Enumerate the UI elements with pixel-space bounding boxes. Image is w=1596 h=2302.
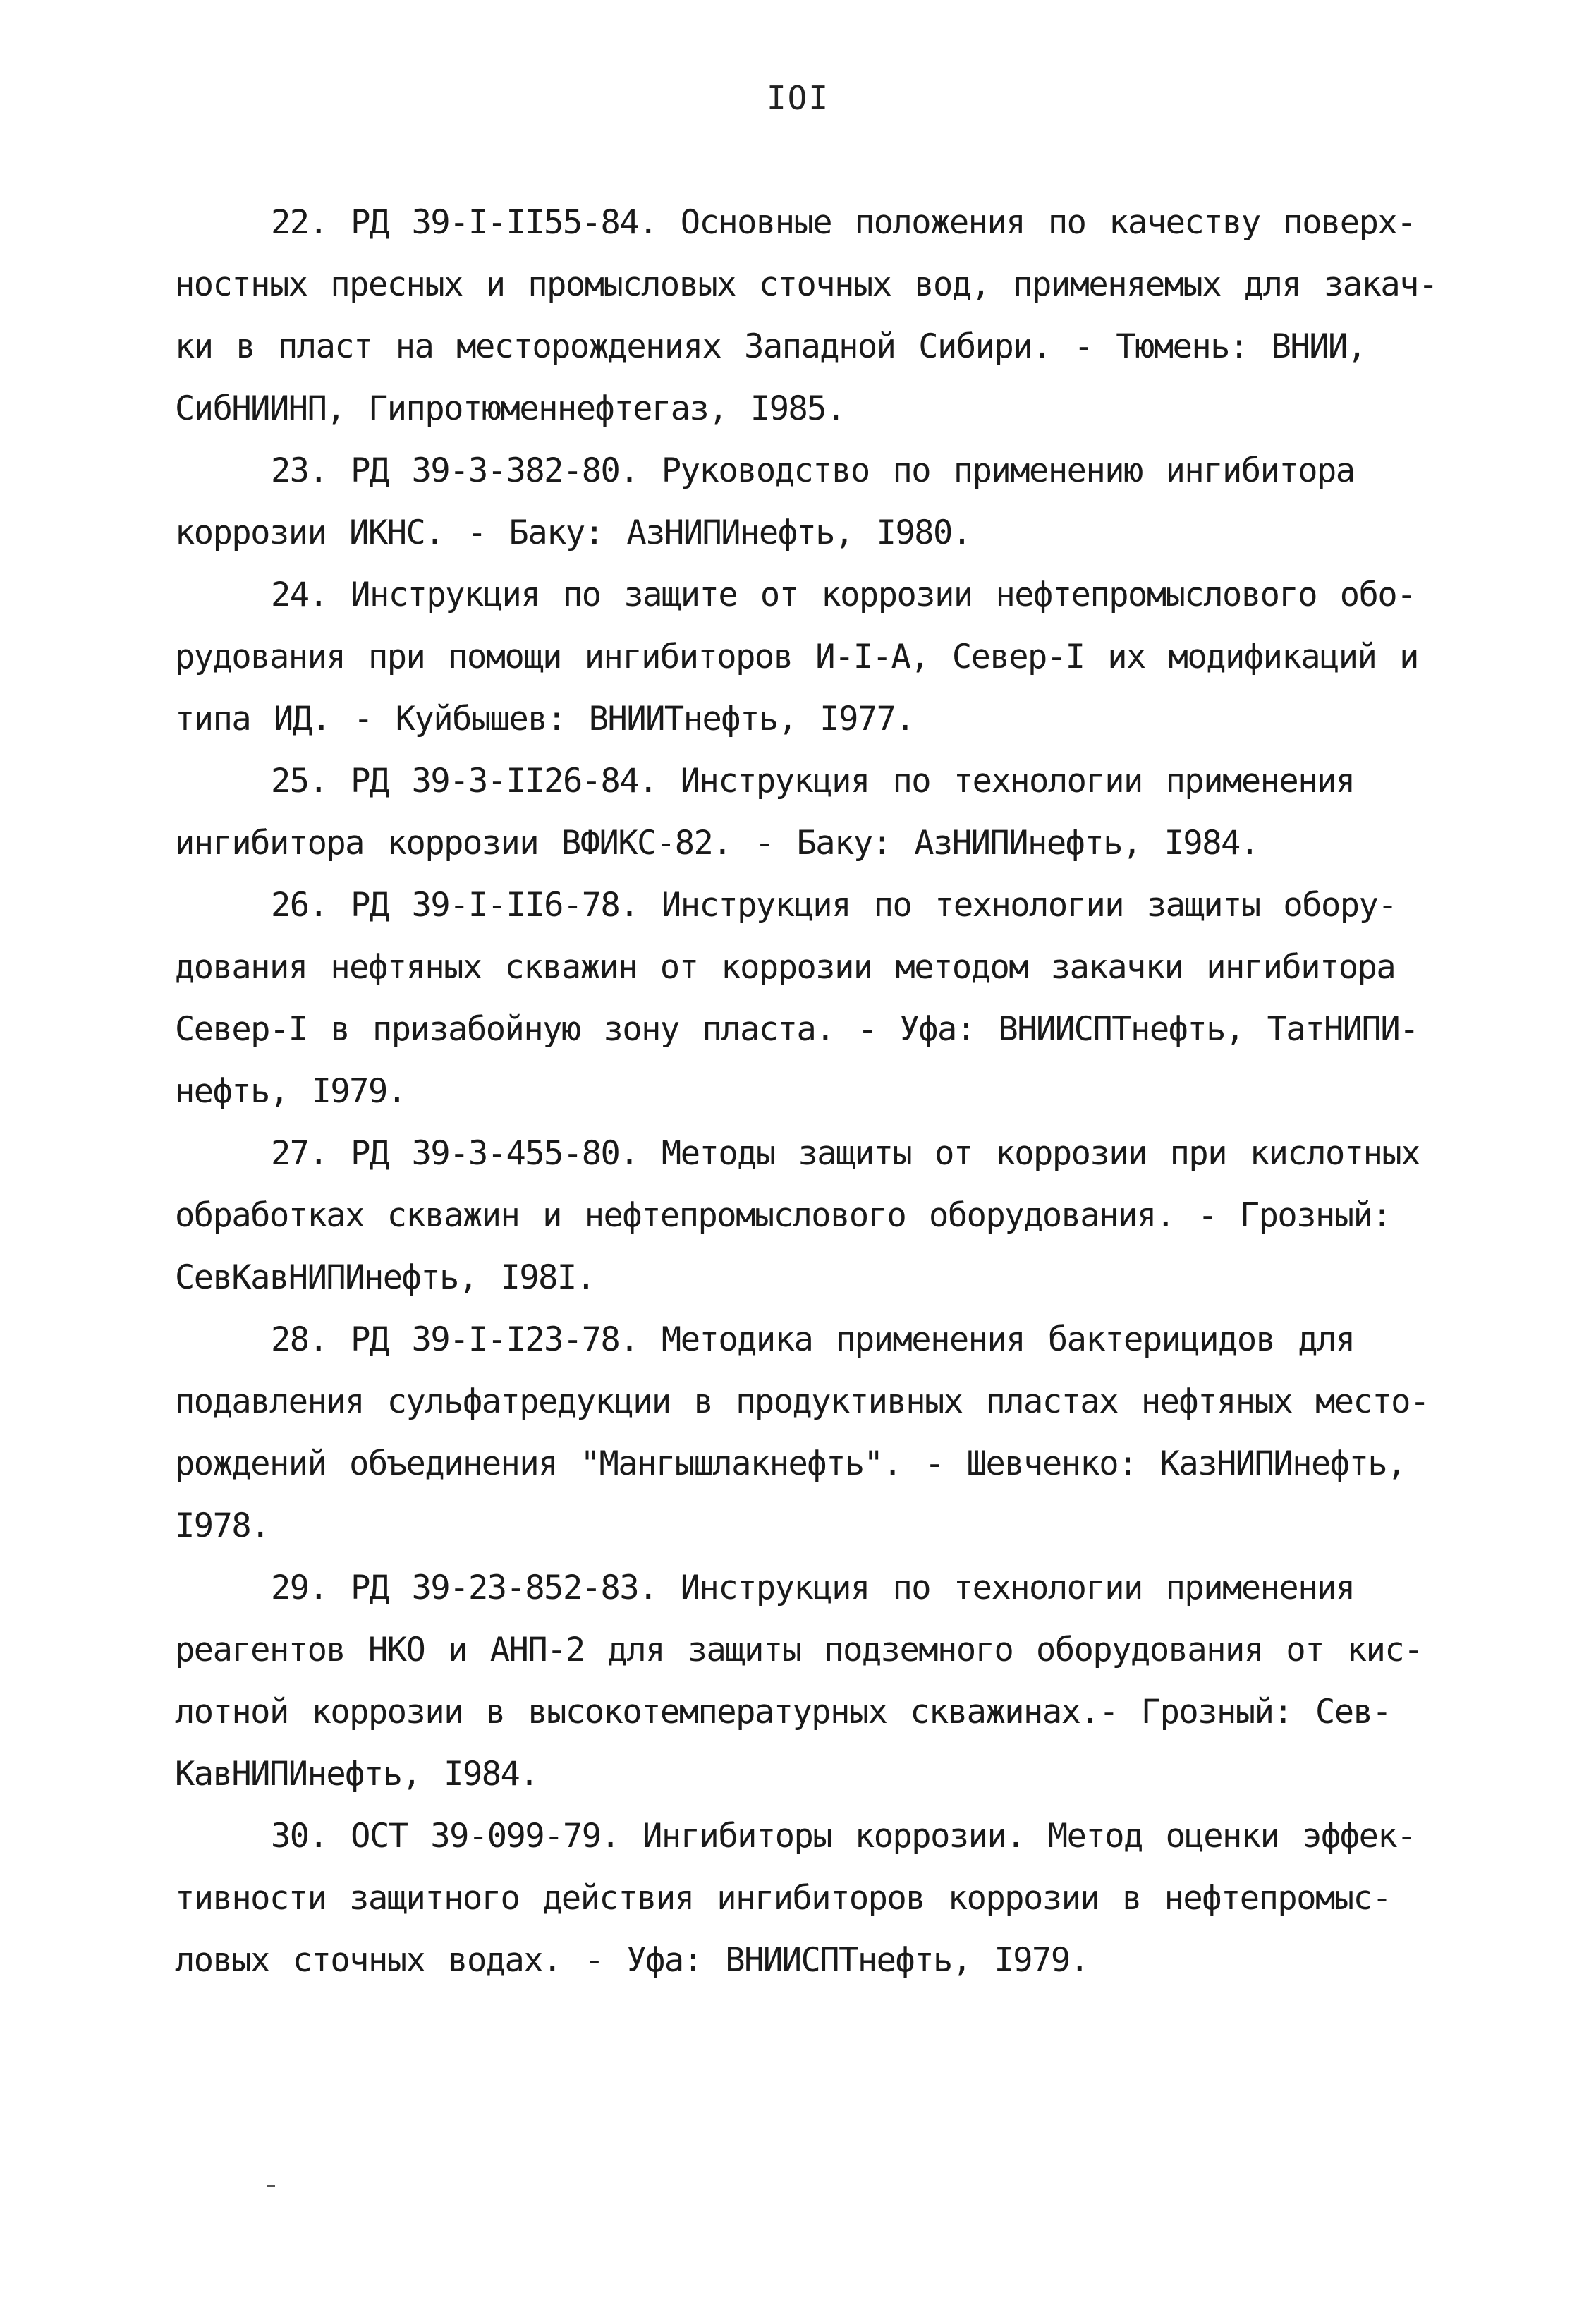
- reference-line: типа ИД. - Куйбышев: ВНИИТнефть, I977.: [175, 700, 915, 738]
- reference-line: ловых сточных водах. - Уфа: ВНИИСПТнефть, I979.: [175, 1941, 1089, 1980]
- reference-line: 24. Инструкция по защите от коррозии нефтепромыслового обо-: [271, 576, 1415, 614]
- reference-item-30: [175, 1805, 1430, 1992]
- scan-speck: [267, 2185, 275, 2187]
- reference-line: КавНИПИнефть, I984.: [175, 1755, 539, 1794]
- reference-line: ки в пласт на месторождениях Западной Сибири. - Тюмень: ВНИИ,: [175, 327, 1366, 366]
- reference-line: 28. РД 39-I-I23-78. Методика применения бактерицидов для: [271, 1320, 1355, 1359]
- reference-line: ингибитора коррозии ВФИКС-82. - Баку: АзНИПИнефть, I984.: [175, 824, 1259, 863]
- reference-line: 29. РД 39-23-852-83. Инструкция по технологии применения: [271, 1569, 1355, 1607]
- reference-line: I978.: [175, 1506, 269, 1545]
- reference-line: рудования при помощи ингибиторов И-I-А, Север-I их модификаций и: [175, 638, 1418, 676]
- reference-line: тивности защитного действия ингибиторов коррозии в нефтепромыс-: [175, 1879, 1391, 1918]
- reference-line: дования нефтяных скважин от коррозии методом закачки ингибитора: [175, 948, 1396, 987]
- reference-item-22: [175, 192, 1437, 440]
- page-number: IOI: [766, 79, 830, 117]
- reference-line: реагентов НКО и АНП-2 для защиты подземного оборудования от кис-: [175, 1631, 1423, 1669]
- reference-line: 22. РД 39-I-II55-84. Основные положения по качеству поверх-: [271, 203, 1415, 242]
- reference-item-26: [175, 875, 1430, 1123]
- reference-line: коррозии ИКНС. - Баку: АзНИПИнефть, I980.: [175, 513, 971, 552]
- reference-line: 27. РД 39-3-455-80. Методы защиты от коррозии при кислотных: [271, 1134, 1420, 1173]
- reference-item-24: [175, 564, 1430, 750]
- reference-line: 23. РД 39-3-382-80. Руководство по применению ингибитора: [271, 451, 1355, 490]
- reference-line: подавления сульфатредукции в продуктивных пластах нефтяных место-: [175, 1382, 1429, 1421]
- reference-line: нефть, I979.: [175, 1072, 406, 1111]
- reference-line: Север-I в призабойную зону пласта. - Уфа: ВНИИСПТнефть, ТатНИПИ-: [175, 1010, 1418, 1049]
- reference-list: [175, 192, 1437, 1992]
- reference-line: СевКавНИПИнефть, I98I.: [175, 1258, 595, 1297]
- reference-line: рождений объединения "Мангышлакнефть". - Шевченко: КазНИПИнефть,: [175, 1444, 1406, 1483]
- reference-item-27: [175, 1123, 1430, 1309]
- reference-item-28: [175, 1309, 1430, 1557]
- reference-line: обработках скважин и нефтепромыслового оборудования. - Грозный:: [175, 1196, 1391, 1235]
- reference-item-23: [175, 440, 1430, 564]
- reference-item-29: [175, 1557, 1430, 1805]
- reference-line: 26. РД 39-I-II6-78. Инструкция по технологии защиты обору-: [271, 886, 1397, 925]
- reference-line: ностных пресных и промысловых сточных вод, применяемых для закач-: [175, 265, 1437, 304]
- reference-line: 30. ОСТ 39-099-79. Ингибиторы коррозии. Метод оценки эффек-: [271, 1817, 1415, 1856]
- reference-line: СибНИИНП, Гипротюменнефтегаз, I985.: [175, 389, 845, 428]
- reference-line: 25. РД 39-3-II26-84. Инструкция по технологии применения: [271, 762, 1355, 800]
- reference-item-25: [175, 750, 1430, 875]
- reference-line: лотной коррозии в высокотемпературных скважинах.- Грозный: Сев-: [175, 1693, 1391, 1731]
